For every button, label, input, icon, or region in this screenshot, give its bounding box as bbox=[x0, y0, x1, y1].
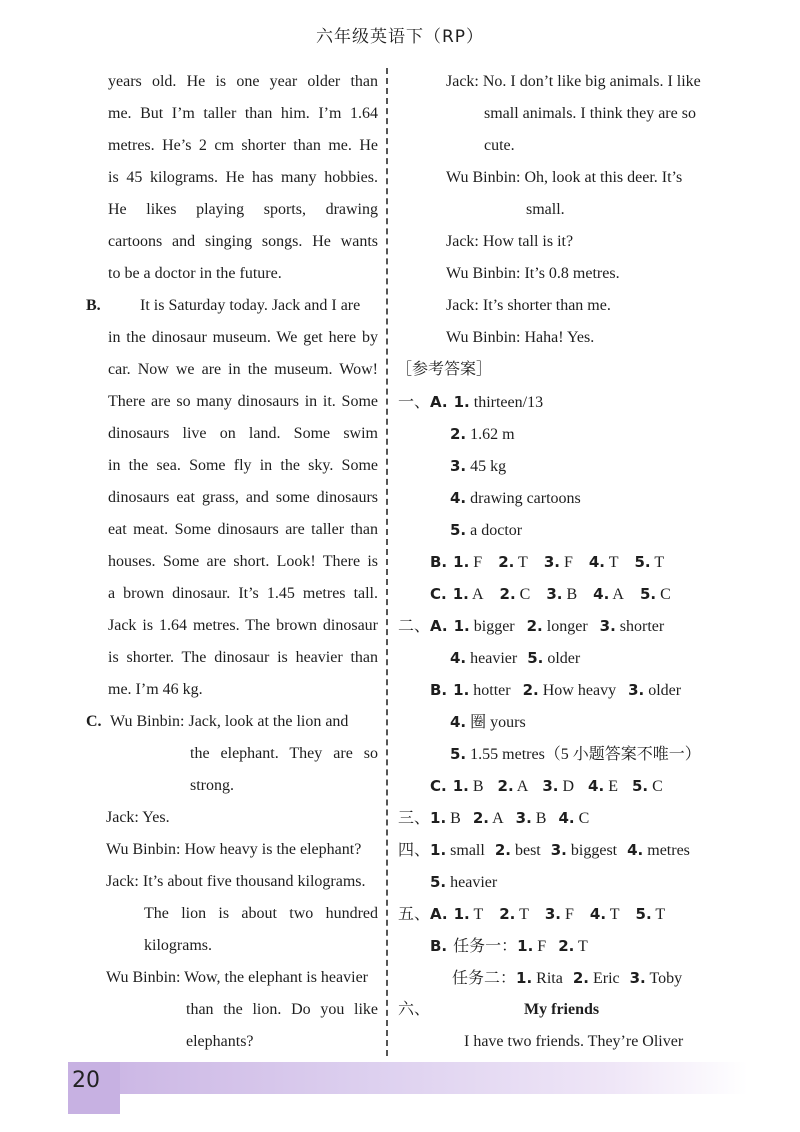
answer-number: 2. bbox=[450, 425, 467, 443]
dialog-line: Wu Binbin: How heavy is the elephant? bbox=[106, 841, 362, 858]
answer-row bbox=[398, 1026, 728, 1058]
answer-row bbox=[398, 770, 728, 802]
answer-number: 1. bbox=[516, 969, 533, 987]
answer-item bbox=[450, 522, 522, 539]
answer-value: F bbox=[469, 554, 483, 571]
answer-value: 1.55 metres（5 小题答案不唯一） bbox=[466, 746, 701, 763]
answer-row bbox=[398, 482, 728, 514]
answer-items bbox=[454, 394, 543, 411]
answer-value: drawing cartoons bbox=[466, 490, 581, 507]
answer-items bbox=[453, 554, 664, 571]
dialog-line: elephants? bbox=[186, 1033, 254, 1050]
answer-value: C bbox=[574, 810, 590, 827]
answer-number: 2. bbox=[498, 553, 515, 571]
answer-item bbox=[450, 458, 506, 475]
answer-number: 1. bbox=[453, 393, 470, 411]
section-number: 三、 bbox=[398, 810, 431, 827]
answer-row bbox=[398, 962, 728, 994]
passage-line: eat meat. Some dinosaurs are taller than bbox=[108, 521, 378, 538]
answer-number: 1. bbox=[430, 809, 447, 827]
answer-item bbox=[430, 810, 461, 827]
answer-value: A bbox=[513, 778, 529, 795]
answer-item bbox=[558, 810, 589, 827]
answer-number: 4. bbox=[450, 489, 467, 507]
answer-items bbox=[453, 682, 681, 699]
answer-number: 2. bbox=[499, 585, 516, 603]
dialog-line: Jack: How tall is it? bbox=[446, 233, 574, 250]
dialog-text: Wu Binbin: Jack, look at the lion and bbox=[110, 713, 349, 730]
answer-value: B bbox=[446, 810, 461, 827]
dialog-line bbox=[86, 706, 378, 738]
answer-value: hotter bbox=[469, 682, 511, 699]
answer-item bbox=[523, 682, 616, 699]
answer-number: 1. bbox=[453, 553, 470, 571]
column-divider bbox=[386, 68, 388, 1056]
answer-item bbox=[516, 970, 563, 987]
answer-item bbox=[453, 682, 510, 699]
answer-number: 4. bbox=[588, 553, 605, 571]
part-label: B. bbox=[430, 937, 448, 955]
answer-value: T bbox=[606, 906, 620, 923]
dialog-line: Wu Binbin: Wow, the elephant is heavier bbox=[106, 969, 369, 986]
passage-line bbox=[86, 290, 378, 322]
answer-row bbox=[398, 514, 728, 546]
answer-number: 4. bbox=[450, 649, 467, 667]
part-label: B. bbox=[430, 553, 448, 571]
task-label: 任务一： bbox=[453, 938, 518, 955]
passage-line: car. Now we are in the museum. Wow! bbox=[108, 361, 378, 378]
answer-value: metres bbox=[643, 842, 690, 859]
answer-number: 2. bbox=[472, 809, 489, 827]
dialog-line: Jack: Yes. bbox=[106, 809, 170, 826]
answer-number: 3. bbox=[515, 809, 532, 827]
section-number: 一、 bbox=[398, 394, 431, 411]
dialog-line: strong. bbox=[190, 777, 234, 794]
section-number: 五、 bbox=[398, 906, 431, 923]
answer-value: C bbox=[656, 586, 671, 603]
answer-value: 1.62 m bbox=[466, 426, 515, 443]
dialog-line: Jack: It’s shorter than me. bbox=[446, 297, 611, 314]
answer-item bbox=[450, 650, 517, 667]
answer-value: T bbox=[574, 938, 588, 955]
answer-item bbox=[573, 970, 620, 987]
answer-item bbox=[473, 810, 504, 827]
answer-item bbox=[500, 586, 531, 603]
passage-a-continued bbox=[86, 66, 378, 290]
answer-value: older bbox=[644, 682, 682, 699]
answer-value: T bbox=[650, 554, 665, 571]
part-label: A. bbox=[430, 905, 448, 923]
section-number: 六、 bbox=[398, 1001, 431, 1018]
dialog-line: cute. bbox=[484, 137, 515, 154]
answer-number: 3. bbox=[544, 905, 561, 923]
answer-item bbox=[453, 554, 482, 571]
answer-number: 3. bbox=[599, 617, 616, 635]
page-number: 20 bbox=[72, 1068, 100, 1093]
answer-item bbox=[498, 554, 528, 571]
answer-number: 1. bbox=[452, 585, 469, 603]
passage-c-dialog bbox=[86, 706, 378, 1058]
answer-item bbox=[544, 554, 573, 571]
dialog-line: kilograms. bbox=[144, 937, 212, 954]
answer-items bbox=[516, 970, 682, 987]
passage-line: a brown dinosaur. It’s 1.45 metres tall. bbox=[108, 585, 378, 602]
answer-number: 2. bbox=[558, 937, 575, 955]
answer-number: 3. bbox=[550, 841, 567, 859]
answer-value: D bbox=[558, 778, 575, 795]
passage-line: is 45 kilograms. He has many hobbies. bbox=[108, 169, 378, 186]
passage-line: years old. He is one year older than bbox=[108, 73, 378, 90]
answer-item bbox=[630, 970, 683, 987]
answer-value: small bbox=[446, 842, 485, 859]
answer-number: 1. bbox=[453, 617, 470, 635]
answer-row bbox=[398, 578, 728, 610]
dialog-line: Jack: It’s about five thousand kilograms. bbox=[106, 873, 366, 890]
passage-line: houses. Some are short. Look! There is bbox=[108, 553, 378, 570]
answer-item bbox=[454, 906, 484, 923]
answer-number: 4. bbox=[558, 809, 575, 827]
answer-item bbox=[558, 938, 588, 955]
answer-number: 4. bbox=[450, 713, 467, 731]
answer-item bbox=[546, 586, 577, 603]
answer-items bbox=[430, 874, 497, 891]
answer-item bbox=[551, 842, 617, 859]
dialog-line: Wu Binbin: Oh, look at this deer. It’s bbox=[446, 169, 683, 186]
passage-text: It is Saturday today. Jack and I are bbox=[140, 297, 361, 314]
answer-value: thirteen/13 bbox=[469, 394, 544, 411]
answer-number: 2. bbox=[572, 969, 589, 987]
answer-value: T bbox=[469, 906, 484, 923]
passage-line: me. But I’m taller than him. I’m 1.64 bbox=[108, 105, 378, 122]
answer-number: 5. bbox=[430, 873, 447, 891]
right-column bbox=[398, 66, 728, 1058]
answer-row bbox=[398, 994, 728, 1026]
answer-item bbox=[600, 618, 665, 635]
answer-value: E bbox=[604, 778, 618, 795]
dialog-line: Wu Binbin: It’s 0.8 metres. bbox=[446, 265, 620, 282]
answer-number: 2. bbox=[526, 617, 543, 635]
answer-item bbox=[634, 554, 664, 571]
answer-row bbox=[398, 738, 728, 770]
answer-row bbox=[398, 898, 728, 930]
answer-item bbox=[632, 778, 663, 795]
answer-value: F bbox=[533, 938, 547, 955]
answer-items bbox=[450, 714, 526, 731]
answer-item bbox=[517, 938, 546, 955]
answer-number: 1. bbox=[453, 905, 470, 923]
answer-items bbox=[454, 618, 665, 635]
answer-item bbox=[545, 906, 574, 923]
answer-number: 5. bbox=[639, 585, 657, 603]
footer-bar bbox=[68, 1062, 748, 1094]
passage-b bbox=[86, 290, 378, 706]
answer-value: shorter bbox=[615, 618, 665, 635]
passage-line: to be a doctor in the future. bbox=[108, 265, 282, 282]
answer-row bbox=[398, 802, 728, 834]
answer-value: T bbox=[605, 554, 619, 571]
dialog-line: Wu Binbin: Haha! Yes. bbox=[446, 329, 595, 346]
answer-value: T bbox=[514, 554, 528, 571]
answer-item bbox=[453, 778, 484, 795]
passage-line: metres. He’s 2 cm shorter than me. He bbox=[108, 137, 378, 154]
answer-number: 2. bbox=[494, 841, 511, 859]
dialog-line: Jack: No. I don’t like big animals. I like bbox=[446, 73, 701, 90]
answer-key bbox=[398, 386, 728, 1058]
answer-item bbox=[627, 842, 690, 859]
answer-value: A bbox=[488, 810, 504, 827]
answer-value: heavier bbox=[466, 650, 518, 667]
dialog-line: than the lion. Do you like bbox=[186, 1001, 378, 1018]
answer-value: A bbox=[609, 586, 624, 603]
part-label: B. bbox=[430, 681, 448, 699]
answer-value: Eric bbox=[588, 970, 620, 987]
answer-items bbox=[450, 458, 506, 475]
answer-row bbox=[398, 418, 728, 450]
passage-line: There are so many dinosaurs in it. Some bbox=[108, 393, 378, 410]
answer-item bbox=[450, 426, 515, 443]
answer-row bbox=[398, 706, 728, 738]
answer-number: 2. bbox=[499, 905, 516, 923]
section-number: 四、 bbox=[398, 842, 431, 859]
answer-item bbox=[527, 650, 580, 667]
answer-row bbox=[398, 866, 728, 898]
answer-row bbox=[398, 386, 728, 418]
answer-row bbox=[398, 610, 728, 642]
answer-items bbox=[450, 746, 701, 763]
section-number: 二、 bbox=[398, 618, 431, 635]
answer-value: A bbox=[468, 586, 484, 603]
passage-line: He likes playing sports, drawing bbox=[108, 201, 378, 218]
answer-number: 5. bbox=[450, 745, 467, 763]
answer-value: F bbox=[559, 554, 573, 571]
answer-number: 3. bbox=[542, 777, 559, 795]
answer-value: 45 kg bbox=[466, 458, 507, 475]
answer-heading: ［参考答案］ bbox=[396, 361, 493, 378]
answer-number: 4. bbox=[627, 841, 644, 859]
task-label: 任务二： bbox=[452, 970, 517, 987]
answer-item bbox=[450, 714, 526, 731]
answer-number: 1. bbox=[517, 937, 534, 955]
answer-number: 1. bbox=[430, 841, 447, 859]
answer-item bbox=[636, 906, 666, 923]
answer-item bbox=[499, 906, 529, 923]
answer-row bbox=[398, 930, 728, 962]
answer-number: 3. bbox=[546, 585, 563, 603]
answer-item bbox=[430, 874, 497, 891]
answer-value: best bbox=[510, 842, 541, 859]
section-label: B. bbox=[86, 297, 101, 314]
passage-line: dinosaurs live on land. Some swim bbox=[108, 425, 378, 442]
answer-number: 3. bbox=[628, 681, 645, 699]
answer-items bbox=[450, 522, 522, 539]
section-label: C. bbox=[86, 713, 102, 730]
answer-item bbox=[450, 746, 701, 763]
answer-value: C bbox=[648, 778, 663, 795]
answer-value: B bbox=[531, 810, 547, 827]
answer-item bbox=[640, 586, 671, 603]
answer-value: Rita bbox=[532, 970, 563, 987]
answer-item bbox=[454, 394, 543, 411]
part-label: C. bbox=[430, 585, 447, 603]
answer-value: longer bbox=[542, 618, 588, 635]
answer-item bbox=[542, 778, 574, 795]
answer-value: C bbox=[515, 586, 531, 603]
answer-item bbox=[450, 490, 581, 507]
answer-number: 4. bbox=[593, 585, 610, 603]
answer-item bbox=[628, 682, 681, 699]
answer-item bbox=[588, 778, 618, 795]
dialog-line: small. bbox=[526, 201, 565, 218]
answer-items bbox=[430, 842, 690, 859]
answer-number: 3. bbox=[629, 969, 646, 987]
dialog-line: The lion is about two hundred bbox=[144, 905, 378, 922]
answer-number: 5. bbox=[450, 521, 467, 539]
answer-item bbox=[516, 810, 547, 827]
passage-line: in the sea. Some fly in the sky. Some bbox=[108, 457, 378, 474]
page-header: 六年级英语下（RP） bbox=[315, 27, 485, 47]
answer-value: a doctor bbox=[466, 522, 523, 539]
dialog-line: small animals. I think they are so bbox=[484, 105, 696, 122]
answer-value: B bbox=[468, 778, 484, 795]
passage-line: me. I’m 46 kg. bbox=[108, 681, 203, 698]
answer-value: bigger bbox=[469, 618, 515, 635]
answer-row bbox=[398, 450, 728, 482]
answer-number: 2. bbox=[497, 777, 514, 795]
answer-value: F bbox=[561, 906, 574, 923]
answer-number: 5. bbox=[631, 777, 649, 795]
part-label: A. bbox=[430, 617, 448, 635]
answer-items bbox=[517, 938, 588, 955]
answer-item bbox=[498, 778, 529, 795]
answer-item bbox=[590, 906, 620, 923]
answer-item bbox=[454, 618, 515, 635]
answer-row bbox=[398, 674, 728, 706]
answer-items bbox=[450, 490, 581, 507]
answer-value: heavier bbox=[446, 874, 498, 891]
answer-row bbox=[398, 642, 728, 674]
answer-number: 3. bbox=[543, 553, 560, 571]
answer-number: 4. bbox=[589, 905, 607, 923]
left-column bbox=[86, 66, 378, 1058]
answer-value: T bbox=[515, 906, 529, 923]
answer-row bbox=[398, 834, 728, 866]
passage-line: Jack is 1.64 metres. The brown dinosaur bbox=[108, 617, 378, 634]
dialog-line: the elephant. They are so bbox=[190, 745, 378, 762]
answer-items bbox=[450, 650, 580, 667]
answer-number: 1. bbox=[453, 681, 470, 699]
answer-number: 5. bbox=[634, 553, 651, 571]
answer-item bbox=[593, 586, 624, 603]
answer-item bbox=[495, 842, 541, 859]
answer-value: B bbox=[562, 586, 578, 603]
answer-items bbox=[454, 906, 666, 923]
passage-line: cartoons and singing songs. He wants bbox=[108, 233, 378, 250]
answer-value: Toby bbox=[645, 970, 683, 987]
passage-line: in the dinosaur museum. We get here by bbox=[108, 329, 378, 346]
passage-c-dialog-continued bbox=[398, 66, 728, 354]
answer-value: 圈 yours bbox=[466, 714, 526, 731]
answer-item bbox=[527, 618, 588, 635]
passage-line: is shorter. The dinosaur is heavier than bbox=[108, 649, 378, 666]
answer-item bbox=[453, 586, 484, 603]
answer-number: 1. bbox=[452, 777, 469, 795]
answer-number: 4. bbox=[588, 777, 605, 795]
answer-item bbox=[589, 554, 619, 571]
answer-item bbox=[430, 842, 485, 859]
answer-items bbox=[430, 810, 589, 827]
answer-items bbox=[453, 586, 671, 603]
answer-row bbox=[398, 546, 728, 578]
answer-value: older bbox=[543, 650, 581, 667]
part-label: C. bbox=[430, 777, 447, 795]
answer-value: T bbox=[651, 906, 666, 923]
answer-items bbox=[450, 426, 515, 443]
answer-number: 5. bbox=[527, 649, 544, 667]
answer-items bbox=[453, 778, 663, 795]
passage-line: dinosaurs eat grass, and some dinosaurs bbox=[108, 489, 378, 506]
answer-number: 2. bbox=[522, 681, 539, 699]
answer-value: How heavy bbox=[538, 682, 617, 699]
answer-value: biggest bbox=[566, 842, 618, 859]
part-label: A. bbox=[430, 393, 448, 411]
answer-number: 5. bbox=[635, 905, 652, 923]
essay-line: I have two friends. They’re Oliver bbox=[464, 1033, 684, 1050]
essay-title: My friends bbox=[524, 1001, 600, 1018]
answer-number: 3. bbox=[450, 457, 467, 475]
